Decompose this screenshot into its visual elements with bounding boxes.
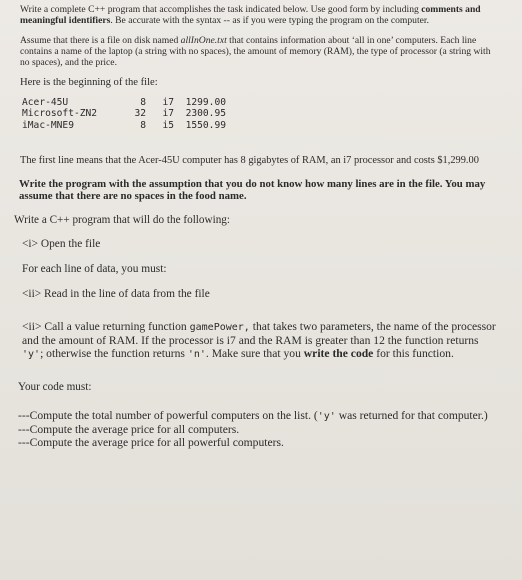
intro-text-end: . Be accurate with the syntax -- as if you were typing the program on the computer. [110, 15, 429, 26]
intro-bold-text: comments and meaningful identifiers [20, 4, 481, 26]
file-cell-proc: i7 [162, 108, 174, 120]
function-name: gamePower, [189, 321, 250, 333]
file-cell-price: 1299.00 [185, 97, 226, 108]
file-row [22, 120, 226, 131]
step-open-file: <i> Open the file [22, 237, 101, 250]
file-cell-ram: 32 [134, 108, 146, 120]
file-cell-price: 2300.95 [185, 108, 226, 120]
step-read-line: <ii> Read in the line of data from the file [22, 287, 210, 300]
file-name: allInOne.txt [180, 35, 227, 46]
file-cell-name: Microsoft-ZN2 [22, 108, 98, 120]
assume-text: Assume that there is a file on disk named [20, 35, 181, 46]
first-line-explanation: The first line means that the Acer-45U computer has 8 gigabytes of RAM, an i7 processor and costs $1,299.00 [20, 155, 479, 167]
assumption-warning: Write the program with the assumption that you do not know how many lines are in the file. You may assume that there are no spaces in the food name. [19, 178, 486, 203]
step-call-function: <ii> Call a value returning function gamePower, that takes two parameters, the name of the processor and the amount of RAM. If the processor is i7 and the RAM is greater than 12 the function returns 'y'; otherwise the function returns 'n'. Make sure that you write the code for this function. [22, 319, 496, 360]
each-line-heading: For each line of data, you must: [22, 262, 167, 275]
file-row [22, 97, 226, 108]
requirement-average-all: ---Compute the average price for all computers. [18, 422, 240, 436]
file-cell-ram: 8 [140, 97, 146, 108]
assume-text-end: that contains information about ‘all in one’ computers. Each line contains a name of the laptop (a string with no spaces), the amount of memory (RAM), the type of processor (a string with no spaces), and the price. [20, 35, 491, 68]
your-code-heading: Your code must: [18, 380, 92, 393]
file-contents [22, 97, 226, 131]
return-y: 'y' [22, 348, 41, 360]
task-heading: Write a C++ program that will do the following: [14, 213, 230, 226]
intro-paragraph [14, 4, 512, 26]
file-cell-name: iMac-MNE9 [22, 119, 74, 131]
assume-paragraph [14, 35, 512, 68]
intro-text: Write a complete C++ program that accomplishes the task indicated below. Use good form by including [20, 4, 422, 15]
file-cell-proc: i5 [162, 119, 174, 131]
return-y-note: 'y' [317, 410, 336, 422]
file-cell-ram: 8 [140, 119, 146, 131]
file-cell-price: 1550.99 [185, 119, 226, 131]
write-code-emphasis: write the code [303, 346, 374, 360]
file-cell-name: Acer-45U [22, 97, 69, 108]
requirement-count-powerful: ---Compute the total number of powerful computers on the list. ('y' was returned for that computer.) [18, 408, 488, 422]
requirement-average-powerful: ---Compute the average price for all powerful computers. [18, 435, 284, 449]
requirements-list [14, 409, 512, 449]
file-cell-proc: i7 [162, 97, 174, 108]
file-row [22, 108, 226, 119]
return-n: 'n' [187, 348, 206, 360]
file-intro: Here is the beginning of the file: [20, 77, 158, 88]
